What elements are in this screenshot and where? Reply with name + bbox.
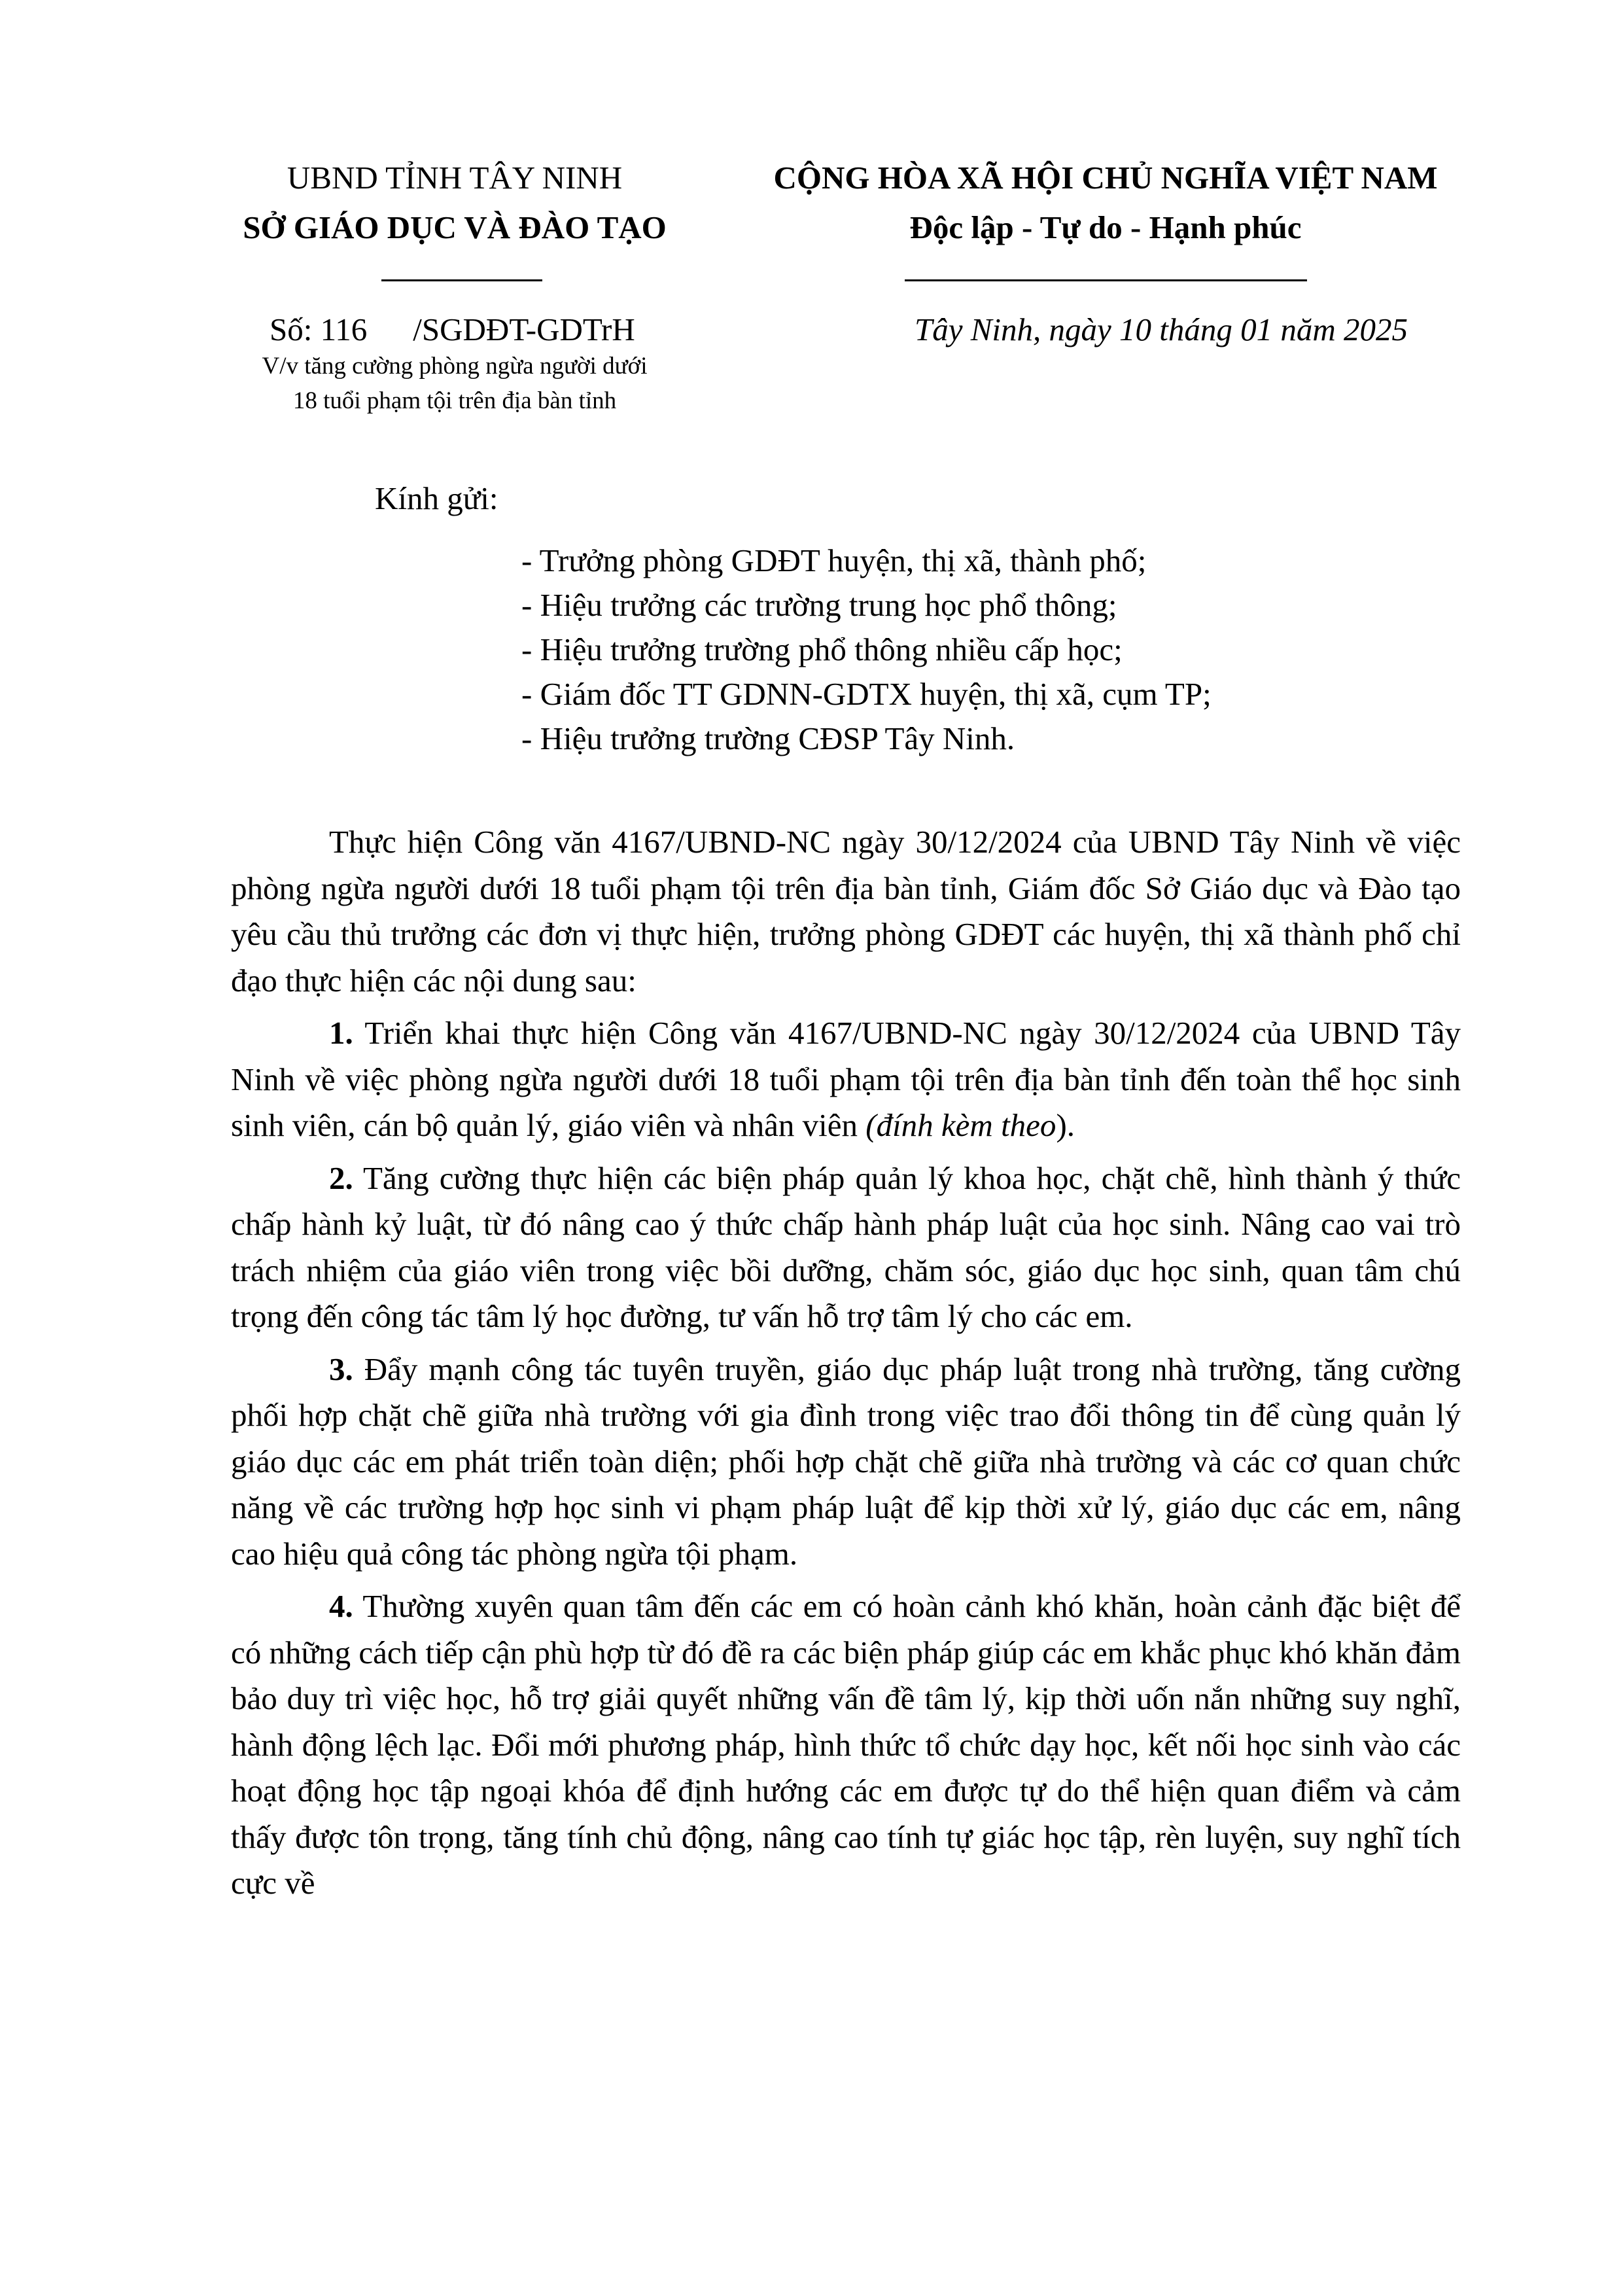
item-1-italic-note: (đính kèm theo — [865, 1107, 1056, 1143]
subject-line-1: V/v tăng cường phòng ngừa người dưới — [262, 353, 648, 380]
item-4-number: 4. — [329, 1588, 353, 1624]
document-number-prefix: Số: 116 — [270, 311, 368, 347]
item-4-paragraph — [231, 1583, 1461, 1907]
item-3-paragraph — [231, 1347, 1461, 1578]
item-2-number: 2. — [329, 1159, 353, 1196]
item-3-text: Đẩy mạnh công tác tuyên truyền, giáo dục pháp luật trong nhà trường, tăng cường phối hợp chặt chẽ giữa nhà trường với gia đình trong việc trao đổi thông tin để cùng quản lý giáo dục các em phát triển toàn diện; phối hợp chặt chẽ giữa nhà trường và các cơ quan chức năng về các trường hợp học sinh vi phạm pháp luật để kịp thời xử lý, giáo dục các em, nâng cao hiệu quả công tác phòng ngừa tội phạm. — [231, 1351, 1461, 1572]
recipient-item: - Hiệu trưởng các trường trung học phổ thông; — [521, 587, 1117, 623]
item-2-paragraph — [231, 1156, 1461, 1340]
item-1-text: Triển khai thực hiện Công văn 4167/UBND-NC ngày 30/12/2024 của UBND Tây Ninh về việc phòng ngừa người dưới 18 tuổi phạm tội trên địa bàn tỉnh đến toàn thể học sinh sinh viên, cán bộ quản lý, giáo viên và nhân viên — [231, 1015, 1461, 1143]
recipient-item: - Trưởng phòng GDĐT huyện, thị xã, thành phố; — [521, 542, 1147, 578]
greeting: Kính gửi: — [375, 480, 498, 516]
national-title: CỘNG HÒA XÃ HỘI CHỦ NGHĨA VIỆT NAM — [773, 160, 1438, 196]
item-1-number: 1. — [329, 1015, 353, 1051]
item-4-text: Thường xuyên quan tâm đến các em có hoàn cảnh khó khăn, hoàn cảnh đặc biệt để có những cách tiếp cận phù hợp từ đó đề ra các biện pháp giúp các em khắc phục khó khăn đảm bảo duy trì việc học, hỗ trợ giải quyết những vấn đề tâm lý, kịp thời uốn nắn những suy nghĩ, hành động lệch lạc. Đổi mới phương pháp, hình thức tổ chức dạy học, kết nối học sinh vào các hoạt động học tập ngoại khóa để định hướng các em được tự do thể hiện quan điểm và cảm thấy được tôn trọng, tăng tính chủ động, nâng cao tính tự giác học tập, rèn luyện, suy nghĩ tích cực về — [231, 1588, 1461, 1901]
right-header-underline — [905, 279, 1307, 281]
document-body — [231, 819, 1461, 1913]
recipient-item: - Giám đốc TT GDNN-GDTX huyện, thị xã, cụm TP; — [521, 676, 1212, 712]
recipient-item: - Hiệu trưởng trường phổ thông nhiều cấp học; — [521, 631, 1123, 667]
item-1-tail: ). — [1056, 1107, 1075, 1143]
place-date: Tây Ninh, ngày 10 tháng 01 năm 2025 — [914, 311, 1408, 347]
issuing-department: SỞ GIÁO DỤC VÀ ĐÀO TẠO — [243, 209, 667, 245]
national-motto: Độc lập - Tự do - Hạnh phúc — [909, 209, 1302, 245]
item-1-paragraph — [231, 1010, 1461, 1149]
item-2-text: Tăng cường thực hiện các biện pháp quản lý khoa học, chặt chẽ, hình thành ý thức chấp hành kỷ luật, từ đó nâng cao ý thức chấp hành pháp luật của học sinh. Nâng cao vai trò trách nhiệm của giáo viên trong việc bồi dưỡng, chăm sóc, giáo dục học sinh, quan tâm chú trọng đến công tác tâm lý học đường, tư vấn hỗ trợ tâm lý cho các em. — [231, 1159, 1461, 1334]
item-3-number: 3. — [329, 1351, 353, 1387]
document-number-suffix: /SGDĐT-GDTrH — [413, 311, 635, 347]
issuing-authority: UBND TỈNH TÂY NINH — [287, 160, 623, 196]
intro-paragraph: Thực hiện Công văn 4167/UBND-NC ngày 30/12/2024 của UBND Tây Ninh về việc phòng ngừa người dưới 18 tuổi phạm tội trên địa bàn tỉnh, Giám đốc Sở Giáo dục và Đào tạo yêu cầu thủ trưởng các đơn vị thực hiện, trưởng phòng GDĐT các huyện, thị xã thành phố chỉ đạo thực hiện các nội dung sau: — [231, 824, 1461, 998]
document-number — [270, 310, 635, 349]
recipient-item: - Hiệu trưởng trường CĐSP Tây Ninh. — [521, 720, 1015, 756]
left-header-underline — [381, 279, 542, 281]
subject-line-2: 18 tuổi phạm tội trên địa bàn tỉnh — [292, 387, 617, 414]
recipient-list — [521, 539, 1212, 761]
